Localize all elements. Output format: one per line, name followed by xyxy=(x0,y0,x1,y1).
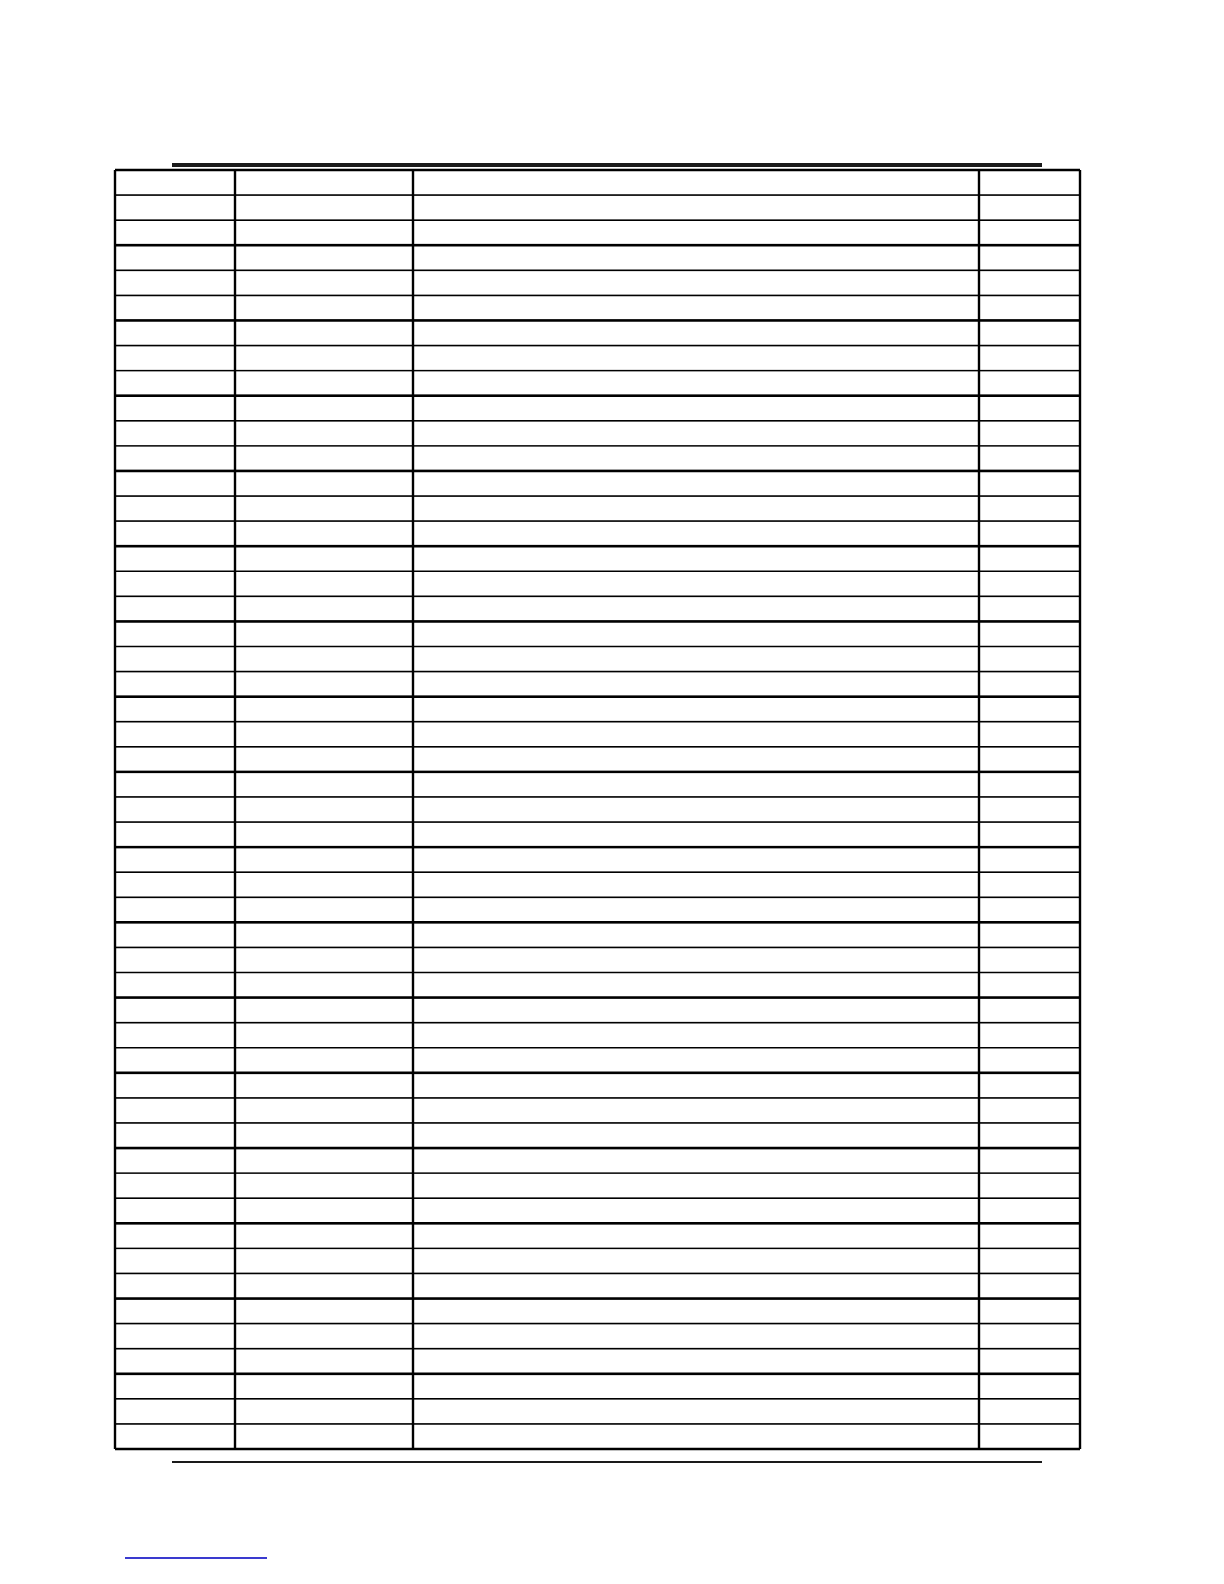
form-table xyxy=(113,168,1082,1451)
footer-link-underline[interactable] xyxy=(125,1557,267,1559)
bottom-rule xyxy=(172,1461,1042,1463)
top-rule xyxy=(172,163,1042,167)
form-table-grid xyxy=(113,168,1082,1451)
